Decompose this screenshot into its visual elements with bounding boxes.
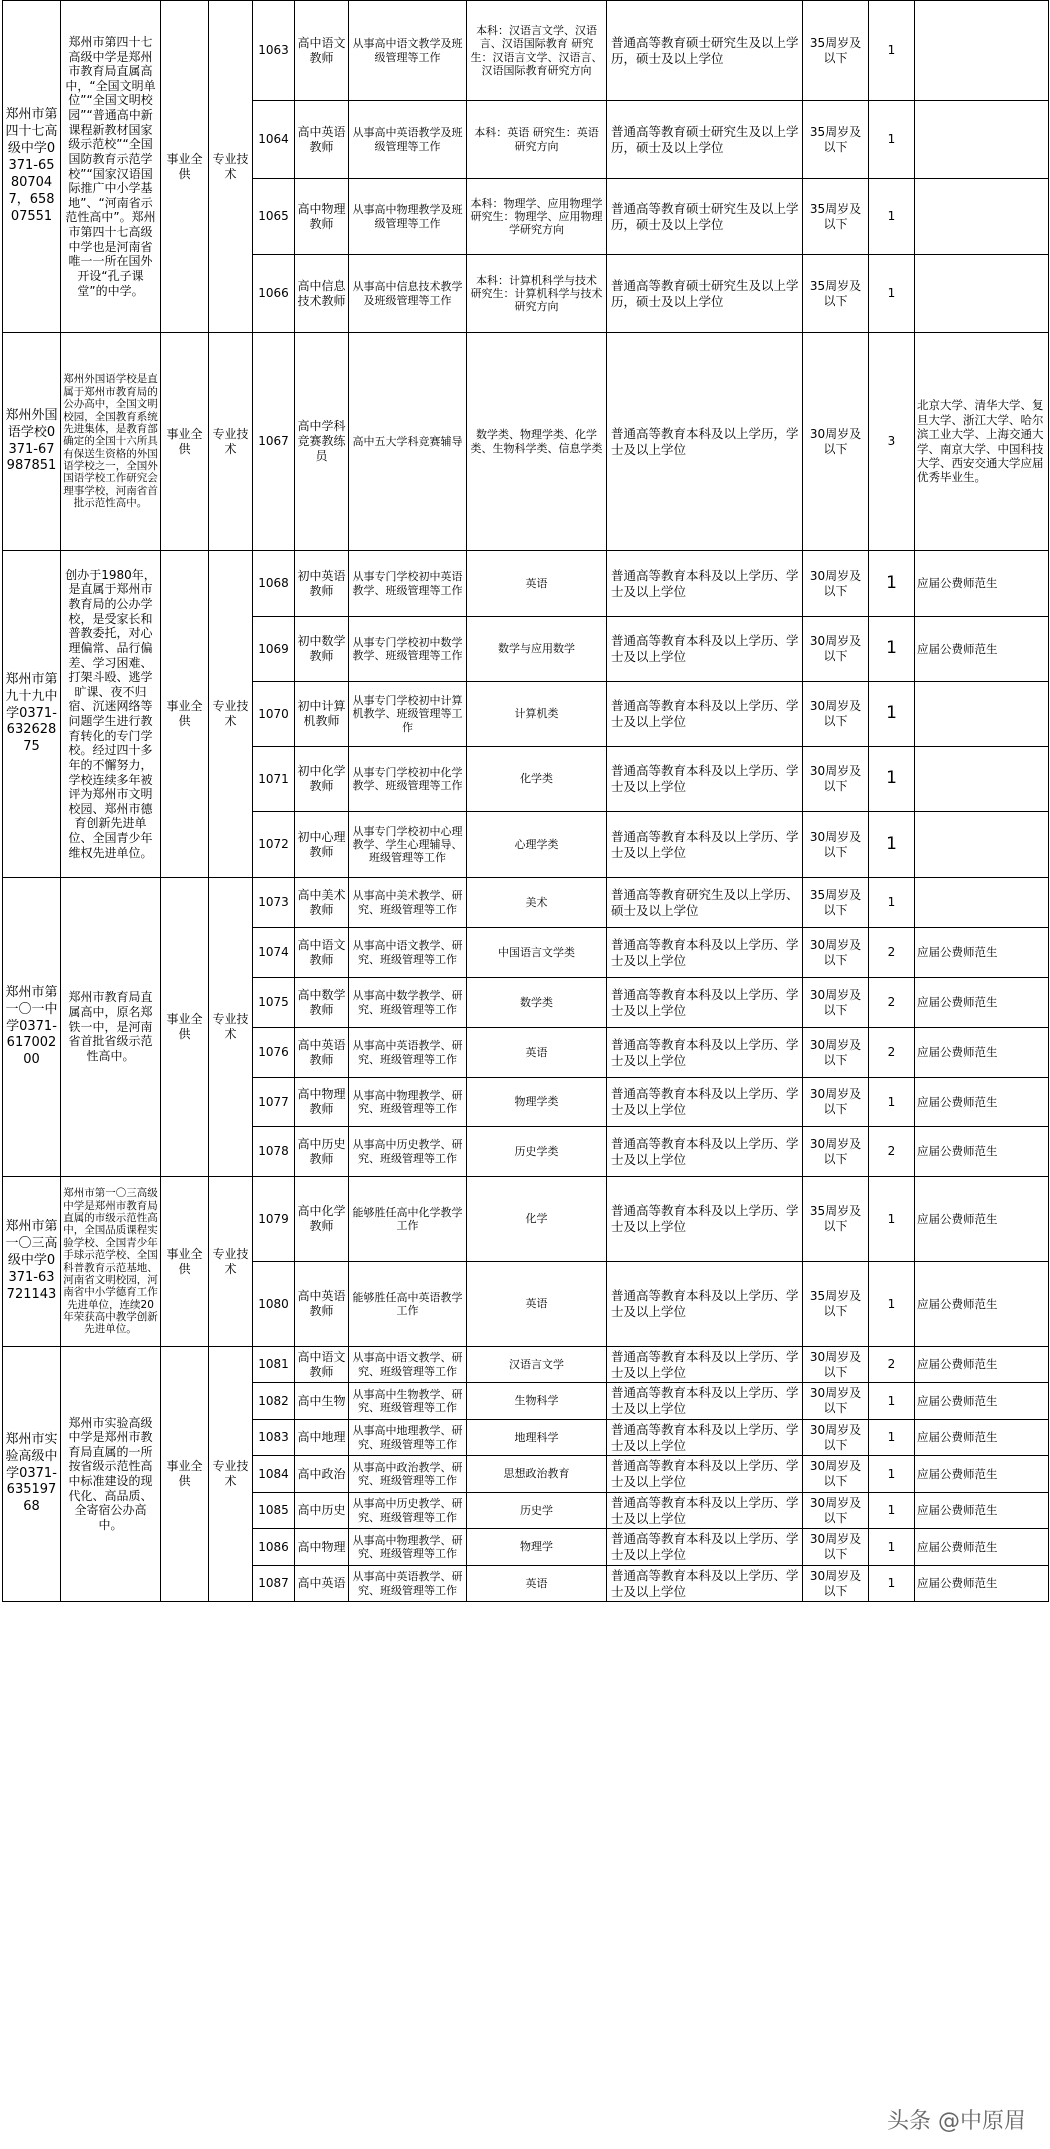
post-name: 高中物理 [295,1529,349,1566]
school-intro: 郑州外国语学校是直属于郑州市教育局的公办高中，全国文明校园，全国教育系统先进集体，是教育部确定的全国十六所具有保送生资格的外国语学校之一，全国外国语学校工作研究会理事学校，河南省首批示范性高中。 [61,333,161,551]
post-name: 高中语文教师 [295,928,349,978]
post-name: 高中英语 [295,1566,349,1602]
funding-type: 事业全供 [161,1177,209,1347]
remark [915,878,1049,928]
age-requirement: 35周岁及以下 [803,101,869,179]
age-requirement: 30周岁及以下 [803,1127,869,1177]
remark: 应届公费师范生 [915,617,1049,682]
post-name: 初中计算机教师 [295,682,349,747]
post-code: 1066 [253,255,295,333]
post-duty: 从事高中物理教学、研究、班级管理等工作 [349,1529,467,1566]
major-requirement: 英语 [467,1028,607,1078]
education-requirement: 普通高等教育硕士研究生及以上学历，硕士及以上学位 [607,179,803,255]
education-requirement: 普通高等教育本科及以上学历、学士及以上学位 [607,617,803,682]
funding-type: 事业全供 [161,1,209,333]
age-requirement: 30周岁及以下 [803,682,869,747]
post-code: 1082 [253,1383,295,1420]
recruit-count: 1 [869,682,915,747]
post-duty: 从事专门学校初中英语教学、班级管理等工作 [349,551,467,617]
recruit-count: 1 [869,1420,915,1456]
school-intro: 郑州市第四十七高级中学是郑州市教育局直属高中，“全国文明单位”“全国文明校园”“普通高中新课程新教材国家级示范校”“全国国防教育示范学校”“国家汉语国际推广中小学基地”、“河南省示范性高中”。郑州市第四十七高级中学也是河南省唯一一所在国外开设“孔子课堂”的中学。 [61,1,161,333]
age-requirement: 35周岁及以下 [803,1,869,101]
age-requirement: 30周岁及以下 [803,1383,869,1420]
post-name: 高中地理 [295,1420,349,1456]
table-row [3,551,1049,617]
age-requirement: 30周岁及以下 [803,1028,869,1078]
recruit-count: 1 [869,747,915,812]
post-duty: 从事高中数学教学、研究、班级管理等工作 [349,978,467,1028]
major-requirement: 数学类、物理学类、化学类、生物科学类、信息学类 [467,333,607,551]
funding-type: 事业全供 [161,878,209,1177]
age-requirement: 30周岁及以下 [803,928,869,978]
school-intro: 郑州市第一〇三高级中学是郑州市教育局直属的市级示范性高中，全国品质课程实验学校、全国青少年手球示范学校、全国科普教育示范基地、河南省文明校园，河南省中小学德育工作先进单位，连续20年荣获高中教学创新先进单位。 [61,1177,161,1347]
post-code: 1079 [253,1177,295,1262]
watermark: 头条 @中原眉 [887,2109,1026,2134]
post-name: 高中美术教师 [295,878,349,928]
education-requirement: 普通高等教育本科及以上学历、学士及以上学位 [607,1262,803,1347]
remark: 应届公费师范生 [915,1177,1049,1262]
post-name: 高中语文教师 [295,1,349,101]
major-requirement: 化学 [467,1177,607,1262]
recruit-count: 1 [869,1456,915,1493]
remark: 北京大学、清华大学、复旦大学、浙江大学、哈尔滨工业大学、上海交通大学、南京大学、中国科技大学、西安交通大学应届优秀毕业生。 [915,333,1049,551]
age-requirement: 30周岁及以下 [803,551,869,617]
remark [915,812,1049,878]
funding-type: 事业全供 [161,551,209,878]
education-requirement: 普通高等教育研究生及以上学历、硕士及以上学位 [607,878,803,928]
funding-type: 事业全供 [161,333,209,551]
age-requirement: 30周岁及以下 [803,747,869,812]
remark [915,255,1049,333]
recruit-count: 1 [869,551,915,617]
major-requirement: 计算机类 [467,682,607,747]
post-name: 高中历史 [295,1493,349,1529]
education-requirement: 普通高等教育本科及以上学历、学士及以上学位 [607,747,803,812]
education-requirement: 普通高等教育本科及以上学历、学士及以上学位 [607,1566,803,1602]
post-duty: 从事专门学校初中数学教学、班级管理等工作 [349,617,467,682]
post-code: 1075 [253,978,295,1028]
post-duty: 从事高中语文教学、研究、班级管理等工作 [349,1347,467,1383]
table-row [3,1177,1049,1262]
recruit-count: 2 [869,978,915,1028]
education-requirement: 普通高等教育本科及以上学历、学士及以上学位 [607,812,803,878]
recruit-count: 1 [869,101,915,179]
post-name: 高中物理教师 [295,179,349,255]
major-requirement: 美术 [467,878,607,928]
post-name: 高中英语教师 [295,101,349,179]
post-code: 1086 [253,1529,295,1566]
post-duty: 从事高中英语教学、研究、班级管理等工作 [349,1566,467,1602]
age-requirement: 30周岁及以下 [803,1493,869,1529]
education-requirement: 普通高等教育本科及以上学历、学士及以上学位 [607,1383,803,1420]
age-requirement: 30周岁及以下 [803,1347,869,1383]
post-duty: 从事高中物理教学及班级管理等工作 [349,179,467,255]
recruit-count: 1 [869,179,915,255]
post-duty: 从事高中美术教学、研究、班级管理等工作 [349,878,467,928]
post-code: 1076 [253,1028,295,1078]
remark [915,747,1049,812]
age-requirement: 30周岁及以下 [803,1566,869,1602]
post-duty: 从事高中语文教学、研究、班级管理等工作 [349,928,467,978]
education-requirement: 普通高等教育本科及以上学历、学士及以上学位 [607,551,803,617]
post-category: 专业技术 [209,878,253,1177]
post-code: 1083 [253,1420,295,1456]
post-duty: 从事专门学校初中心理教学、学生心理辅导、班级管理等工作 [349,812,467,878]
age-requirement: 35周岁及以下 [803,255,869,333]
remark: 应届公费师范生 [915,1028,1049,1078]
school-intro: 创办于1980年，是直属于郑州市教育局的公办学校，是受家长和普教委托，对心理偏常、品行偏差、学习困难、打架斗殴、逃学旷课、夜不归宿、沉迷网络等问题学生进行教育转化的专门学校。经过四十多年的不懈努力，学校连续多年被评为郑州市文明校园、郑州市德育创新先进单位、全国青少年维权先进单位。 [61,551,161,878]
post-name: 初中数学教师 [295,617,349,682]
recruit-count: 1 [869,1,915,101]
post-duty: 从事高中英语教学、研究、班级管理等工作 [349,1028,467,1078]
age-requirement: 30周岁及以下 [803,1529,869,1566]
school-name: 郑州市实验高级中学0371-63519768 [3,1347,61,1602]
age-requirement: 35周岁及以下 [803,179,869,255]
major-requirement: 数学与应用数学 [467,617,607,682]
post-duty: 从事高中政治教学、研究、班级管理等工作 [349,1456,467,1493]
post-category: 专业技术 [209,1177,253,1347]
post-code: 1074 [253,928,295,978]
post-category: 专业技术 [209,551,253,878]
major-requirement: 历史学 [467,1493,607,1529]
post-code: 1087 [253,1566,295,1602]
recruit-count: 2 [869,1127,915,1177]
remark: 应届公费师范生 [915,1262,1049,1347]
school-intro: 郑州市实验高级中学是郑州市教育局直属的一所按省级示范性高中标准建设的现代化、高品质、全寄宿公办高中。 [61,1347,161,1602]
post-code: 1068 [253,551,295,617]
post-name: 高中英语教师 [295,1028,349,1078]
education-requirement: 普通高等教育本科及以上学历、学士及以上学位 [607,978,803,1028]
remark [915,101,1049,179]
recruit-count: 1 [869,1177,915,1262]
post-duty: 从事高中生物教学、研究、班级管理等工作 [349,1383,467,1420]
post-code: 1069 [253,617,295,682]
major-requirement: 数学类 [467,978,607,1028]
post-category: 专业技术 [209,333,253,551]
post-duty: 从事高中英语教学及班级管理等工作 [349,101,467,179]
education-requirement: 普通高等教育本科及以上学历、学士及以上学位 [607,1127,803,1177]
major-requirement: 地理科学 [467,1420,607,1456]
remark: 应届公费师范生 [915,1566,1049,1602]
school-name: 郑州外国语学校0371-67987851 [3,333,61,551]
major-requirement: 历史学类 [467,1127,607,1177]
major-requirement: 思想政治教育 [467,1456,607,1493]
remark: 应届公费师范生 [915,1078,1049,1127]
age-requirement: 35周岁及以下 [803,878,869,928]
major-requirement: 英语 [467,551,607,617]
major-requirement: 本科：英语 研究生：英语研究方向 [467,101,607,179]
recruitment-table [2,0,1049,1602]
major-requirement: 物理学类 [467,1078,607,1127]
major-requirement: 本科：汉语言文学、汉语言、汉语国际教育 研究生：汉语言文学、汉语言、汉语国际教育研究方向 [467,1,607,101]
age-requirement: 30周岁及以下 [803,1456,869,1493]
age-requirement: 30周岁及以下 [803,617,869,682]
education-requirement: 普通高等教育本科及以上学历、学士及以上学位 [607,1456,803,1493]
post-code: 1072 [253,812,295,878]
recruit-count: 1 [869,1529,915,1566]
post-duty: 从事高中地理教学、研究、班级管理等工作 [349,1420,467,1456]
recruit-count: 1 [869,1383,915,1420]
recruit-count: 1 [869,812,915,878]
education-requirement: 普通高等教育本科及以上学历、学士及以上学位 [607,1493,803,1529]
remark: 应届公费师范生 [915,1347,1049,1383]
post-duty: 从事高中历史教学、研究、班级管理等工作 [349,1127,467,1177]
post-name: 初中英语教师 [295,551,349,617]
post-name: 高中英语教师 [295,1262,349,1347]
school-name: 郑州市第一〇三高级中学0371-63721143 [3,1177,61,1347]
education-requirement: 普通高等教育本科及以上学历、学士及以上学位 [607,1529,803,1566]
post-duty: 高中五大学科竞赛辅导 [349,333,467,551]
education-requirement: 普通高等教育本科及以上学历、学士及以上学位 [607,928,803,978]
remark: 应届公费师范生 [915,1456,1049,1493]
age-requirement: 30周岁及以下 [803,978,869,1028]
recruit-count: 1 [869,1262,915,1347]
post-duty: 从事专门学校初中化学教学、班级管理等工作 [349,747,467,812]
table-row [3,1347,1049,1383]
post-code: 1063 [253,1,295,101]
post-name: 高中学科竞赛教练员 [295,333,349,551]
school-name: 郑州市第九十九中学0371-63262875 [3,551,61,878]
post-code: 1070 [253,682,295,747]
education-requirement: 普通高等教育本科及以上学历、学士及以上学位 [607,1028,803,1078]
post-name: 初中化学教师 [295,747,349,812]
post-code: 1081 [253,1347,295,1383]
education-requirement: 普通高等教育硕士研究生及以上学历，硕士及以上学位 [607,255,803,333]
major-requirement: 本科：计算机科学与技术 研究生：计算机科学与技术研究方向 [467,255,607,333]
post-code: 1085 [253,1493,295,1529]
recruit-count: 3 [869,333,915,551]
post-code: 1078 [253,1127,295,1177]
school-name: 郑州市第一〇一中学0371-61700200 [3,878,61,1177]
school-name: 郑州市第四十七高级中学0371-65807047，65807551 [3,1,61,333]
recruit-count: 2 [869,1028,915,1078]
post-code: 1071 [253,747,295,812]
post-name: 高中政治 [295,1456,349,1493]
post-duty: 能够胜任高中化学教学工作 [349,1177,467,1262]
post-code: 1077 [253,1078,295,1127]
remark: 应届公费师范生 [915,1529,1049,1566]
table-row [3,878,1049,928]
education-requirement: 普通高等教育硕士研究生及以上学历，硕士及以上学位 [607,101,803,179]
age-requirement: 30周岁及以下 [803,333,869,551]
education-requirement: 普通高等教育本科及以上学历，学士及以上学位 [607,333,803,551]
recruit-count: 1 [869,1493,915,1529]
major-requirement: 物理学 [467,1529,607,1566]
post-name: 高中生物 [295,1383,349,1420]
remark: 应届公费师范生 [915,1383,1049,1420]
remark: 应届公费师范生 [915,1493,1049,1529]
major-requirement: 本科：物理学、应用物理学 研究生：物理学、应用物理学研究方向 [467,179,607,255]
age-requirement: 30周岁及以下 [803,1078,869,1127]
remark [915,1,1049,101]
post-duty: 从事高中历史教学、研究、班级管理等工作 [349,1493,467,1529]
education-requirement: 普通高等教育本科及以上学历、学士及以上学位 [607,1347,803,1383]
remark [915,682,1049,747]
post-code: 1064 [253,101,295,179]
post-name: 初中心理教师 [295,812,349,878]
post-name: 高中信息技术教师 [295,255,349,333]
recruit-count: 1 [869,255,915,333]
post-name: 高中数学教师 [295,978,349,1028]
major-requirement: 英语 [467,1262,607,1347]
major-requirement: 英语 [467,1566,607,1602]
education-requirement: 普通高等教育本科及以上学历、学士及以上学位 [607,1078,803,1127]
age-requirement: 30周岁及以下 [803,1420,869,1456]
education-requirement: 普通高等教育本科及以上学历、学士及以上学位 [607,1177,803,1262]
remark: 应届公费师范生 [915,1420,1049,1456]
post-duty: 从事高中物理教学、研究、班级管理等工作 [349,1078,467,1127]
post-duty: 从事专门学校初中计算机教学、班级管理等工作 [349,682,467,747]
post-name: 高中历史教师 [295,1127,349,1177]
remark: 应届公费师范生 [915,551,1049,617]
funding-type: 事业全供 [161,1347,209,1602]
table-row [3,333,1049,551]
post-name: 高中物理教师 [295,1078,349,1127]
post-name: 高中语文教师 [295,1347,349,1383]
remark: 应届公费师范生 [915,1127,1049,1177]
recruit-count: 1 [869,617,915,682]
post-code: 1084 [253,1456,295,1493]
post-code: 1073 [253,878,295,928]
recruit-count: 1 [869,1078,915,1127]
recruit-count: 1 [869,878,915,928]
education-requirement: 普通高等教育本科及以上学历、学士及以上学位 [607,682,803,747]
major-requirement: 化学类 [467,747,607,812]
post-duty: 从事高中信息技术教学及班级管理等工作 [349,255,467,333]
recruit-count: 1 [869,1566,915,1602]
school-intro: 郑州市教育局直属高中，原名郑铁一中，是河南省首批省级示范性高中。 [61,878,161,1177]
post-name: 高中化学教师 [295,1177,349,1262]
table-row [3,1,1049,101]
age-requirement: 35周岁及以下 [803,1177,869,1262]
remark: 应届公费师范生 [915,978,1049,1028]
post-duty: 能够胜任高中英语教学工作 [349,1262,467,1347]
age-requirement: 35周岁及以下 [803,1262,869,1347]
major-requirement: 汉语言文学 [467,1347,607,1383]
remark [915,179,1049,255]
age-requirement: 30周岁及以下 [803,812,869,878]
education-requirement: 普通高等教育本科及以上学历、学士及以上学位 [607,1420,803,1456]
recruit-count: 2 [869,928,915,978]
major-requirement: 中国语言文学类 [467,928,607,978]
remark: 应届公费师范生 [915,928,1049,978]
post-category: 专业技术 [209,1,253,333]
post-code: 1080 [253,1262,295,1347]
major-requirement: 生物科学 [467,1383,607,1420]
recruit-count: 2 [869,1347,915,1383]
post-code: 1065 [253,179,295,255]
post-code: 1067 [253,333,295,551]
major-requirement: 心理学类 [467,812,607,878]
post-duty: 从事高中语文教学及班级管理等工作 [349,1,467,101]
post-category: 专业技术 [209,1347,253,1602]
education-requirement: 普通高等教育硕士研究生及以上学历，硕士及以上学位 [607,1,803,101]
